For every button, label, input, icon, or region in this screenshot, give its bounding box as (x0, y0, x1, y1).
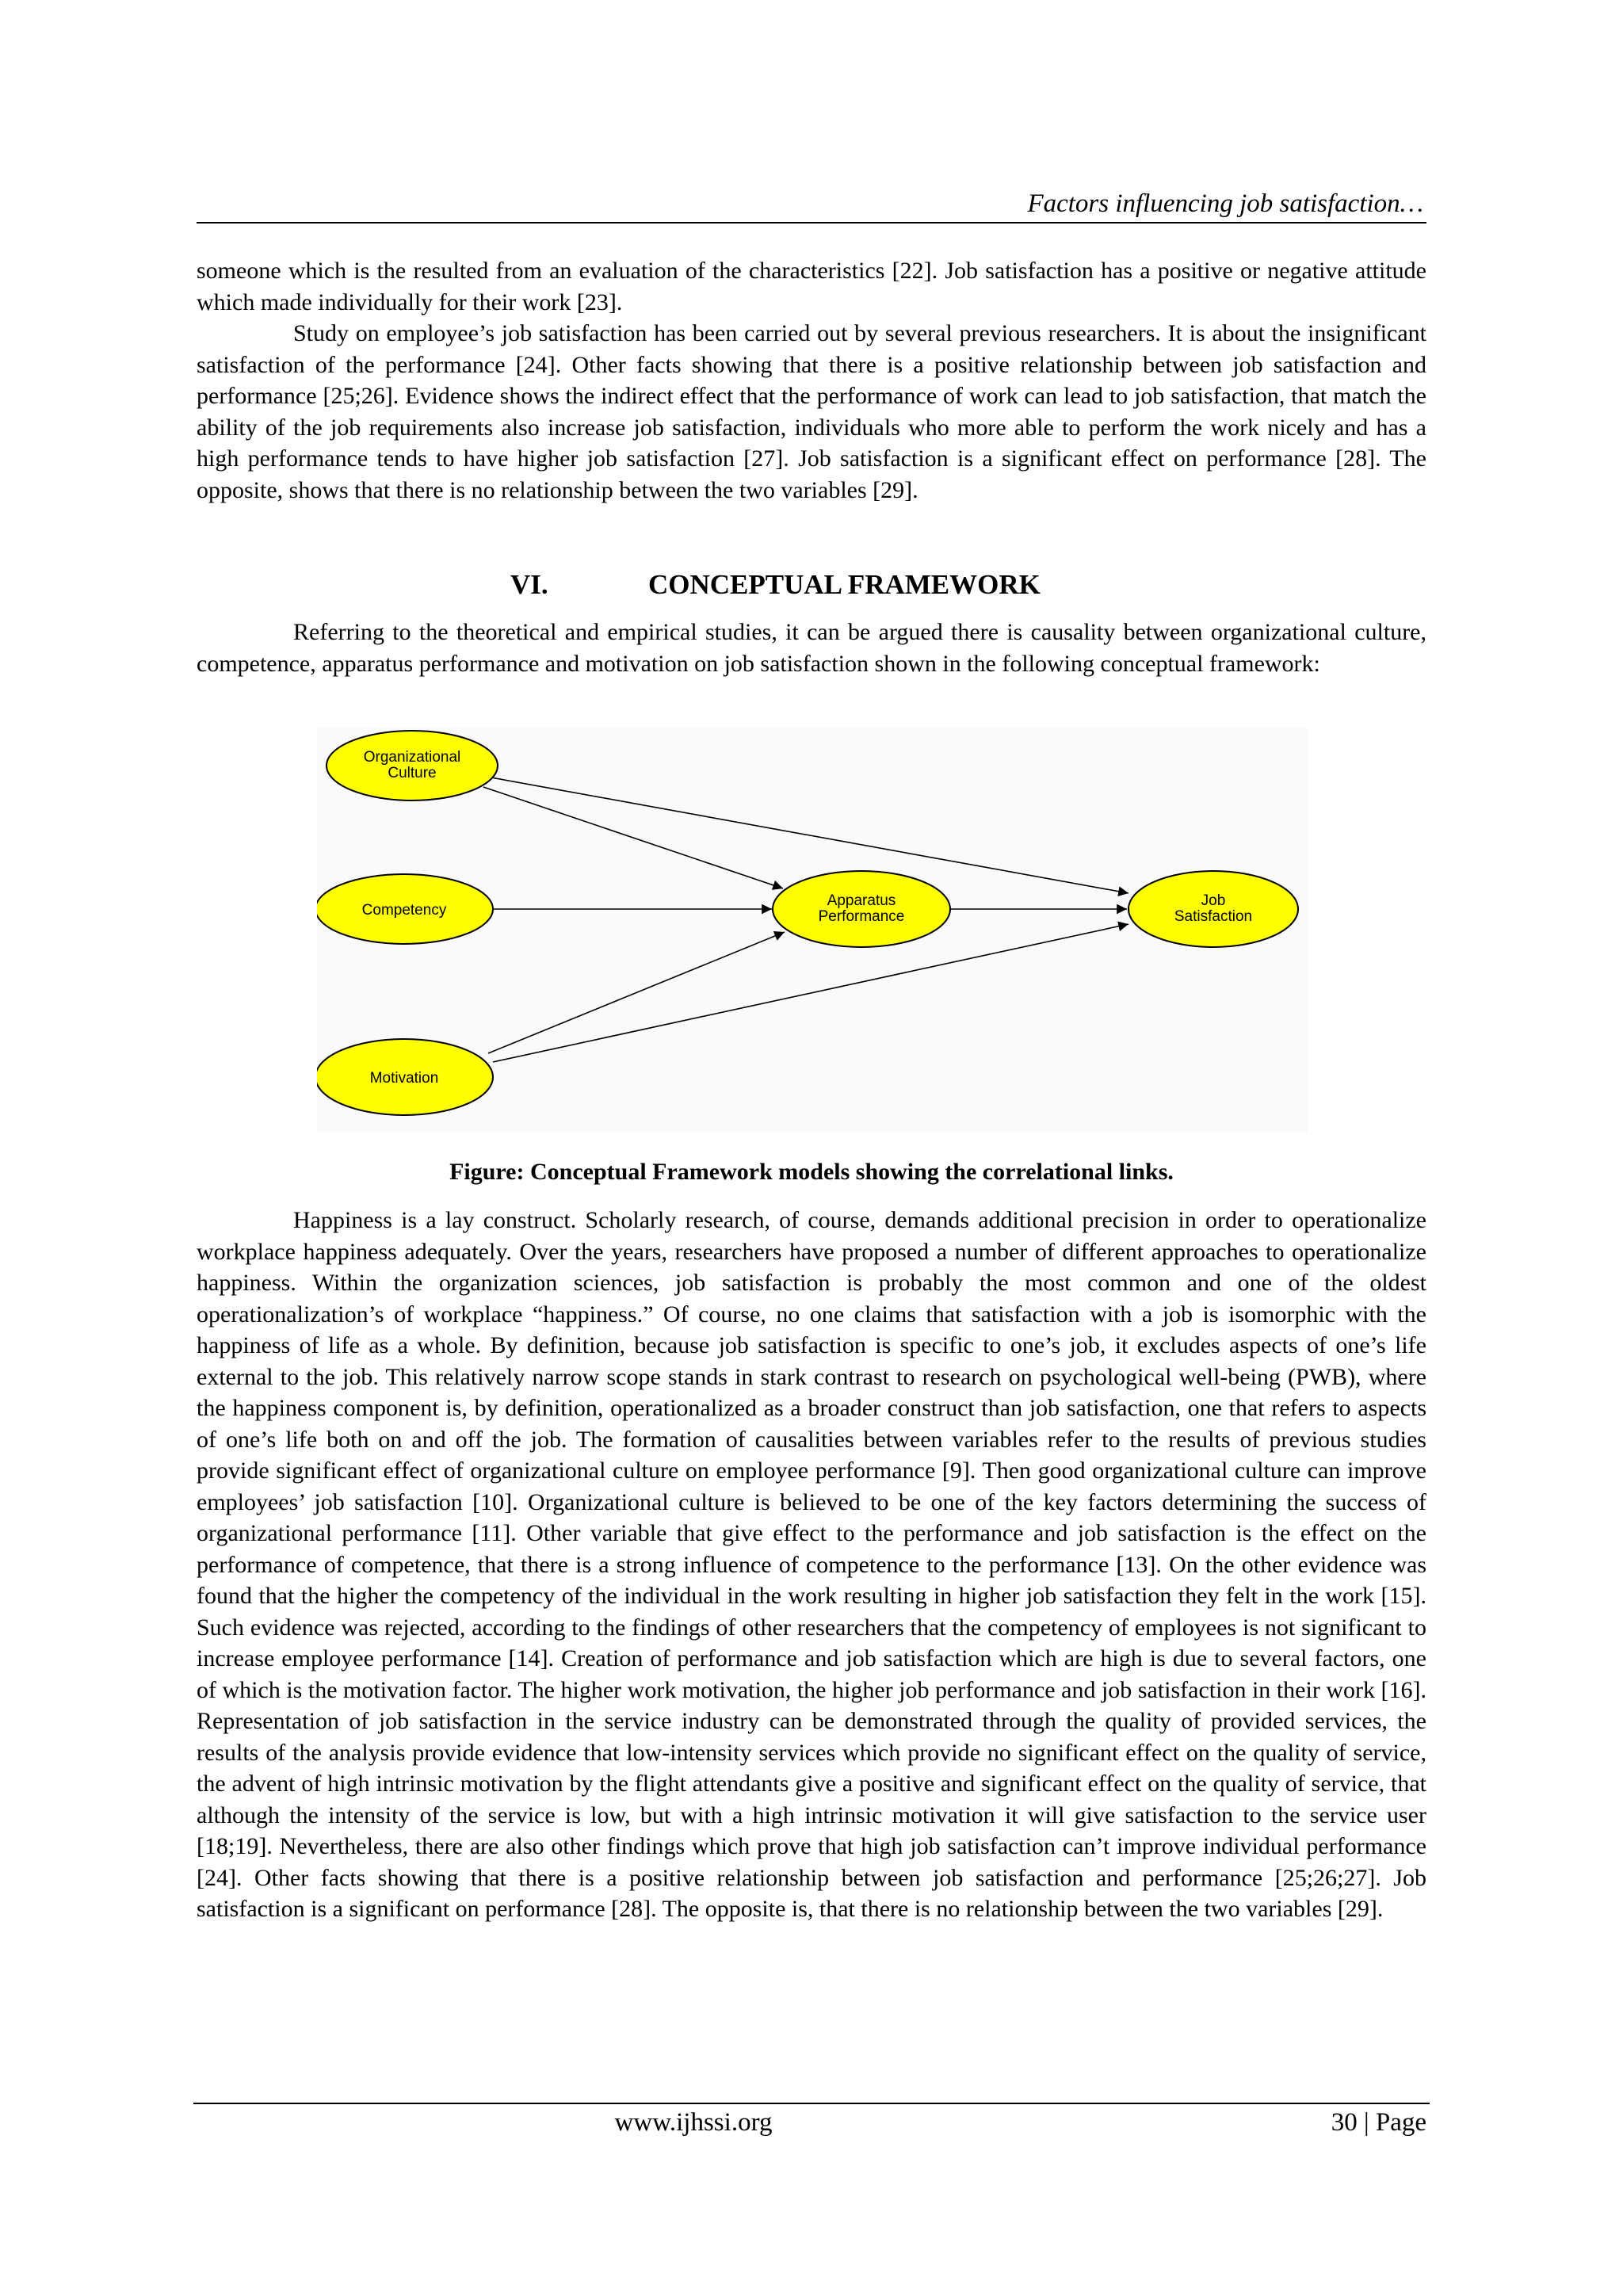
svg-text:Satisfaction: Satisfaction (1174, 908, 1253, 925)
section-number: VI. (510, 569, 548, 600)
svg-text:Performance: Performance (818, 908, 905, 925)
footer-page-number: 30 | Page (1331, 2108, 1426, 2137)
paragraph-1: someone which is the resulted from an evaluation of the characteristics [22]. Job satisfaction has a positive or negative attitude which made individually for their work [23]. (197, 258, 1426, 315)
body-text-top (197, 255, 1426, 506)
svg-text:Apparatus: Apparatus (827, 892, 896, 909)
footer-rule (193, 2103, 1430, 2104)
section-title: CONCEPTUAL FRAMEWORK (648, 569, 1041, 600)
svg-text:Culture: Culture (388, 765, 437, 781)
paragraph-3: Referring to the theoretical and empirical studies, it can be argued there is causality between organizational culture, competence, apparatus performance and motivation on job satisfaction shown in the following conceptual framework: (197, 619, 1426, 677)
node-motivation (317, 1039, 493, 1115)
svg-text:Motivation: Motivation (369, 1070, 439, 1087)
node-competency (317, 874, 493, 944)
svg-text:Competency: Competency (361, 902, 447, 919)
node-job-satisfaction (1128, 871, 1298, 947)
body-text-bottom (197, 1205, 1426, 1925)
node-organizational-culture (327, 731, 498, 800)
conceptual-framework-diagram (317, 728, 1308, 1132)
header-title: Factors influencing job satisfaction… (1027, 189, 1423, 218)
figure-caption: Figure: Conceptual Framework models showing the correlational links. (449, 1159, 1174, 1185)
footer-website: www.ijhssi.org (614, 2108, 773, 2137)
node-apparatus-performance (773, 871, 950, 947)
paragraph-2: Study on employee’s job satisfaction has been carried out by several previous researchers. It is about the insignificant satisfaction of the performance [24]. Other facts showing that there is a positive relationship between job satisfaction and performance [25;26]. Evidence shows the indirect effect that the performance of work can lead to job satisfaction, that match the ability of the job requirements also increase job satisfaction, individuals who more able to perform the work nicely and has a high performance tends to have higher job satisfaction [27]. Job satisfaction is a significant effect on performance [28]. The opposite, shows that there is no relationship between the two variables [29]. (197, 320, 1426, 503)
body-text-intro (197, 617, 1426, 679)
svg-text:Job: Job (1201, 892, 1226, 909)
running-header (197, 185, 1426, 223)
svg-text:Organizational: Organizational (363, 749, 461, 766)
paragraph-4: Happiness is a lay construct. Scholarly research, of course, demands additional precision in order to operationalize workplace happiness adequately. Over the years, researchers have proposed a number of different approaches to operationalize happiness. Within the organization sciences, job satisfaction is probably the most common and one of the oldest operationalization’s of workplace “happiness.” Of course, no one claims that satisfaction with a job is isomorphic with the happiness of life as a whole. By definition, because job satisfaction is specific to one’s job, it excludes aspects of one’s life external to the job. This relatively narrow scope stands in stark contrast to research on psychological well-being (PWB), where the happiness component is, by definition, operationalized as a broader construct than job satisfaction, one that refers to aspects of one’s life both on and off the job. The formation of causalities between variables refer to the results of previous studies provide significant effect of organizational culture on employee performance [9]. Then good organizational culture can improve employees’ job satisfaction [10]. Organizational culture is believed to be one of the key factors determining the success of organizational performance [11]. Other variable that give effect to the performance and job satisfaction is the effect on the performance of competence, that there is a strong influence of competence to the performance [13]. On the other evidence was found that the higher the competency of the individual in the work resulting in higher job satisfaction they felt in the work [15]. Such evidence was rejected, according to the findings of other researchers that the competency of employees is not significant to increase employee performance [14]. Creation of performance and job satisfaction which are high is due to several factors, one of which is the motivation factor. The higher work motivation, the higher job performance and job satisfaction in their work [16]. Representation of job satisfaction in the service industry can be demonstrated through the quality of provided services, the results of the analysis provide evidence that low-intensity services which provide no significant effect on the quality of service, the advent of high intrinsic motivation by the flight attendants give a positive and significant effect on the quality of service, that although the intensity of the service is low, but with a high intrinsic motivation it will give satisfaction to the service user [18;19]. Nevertheless, there are also other findings which prove that high job satisfaction can’t improve individual performance [24]. Other facts showing that there is a positive relationship between job satisfaction and performance [25;26;27]. Job satisfaction is a significant on performance [28]. The opposite is, that there is no relationship between the two variables [29]. (197, 1207, 1426, 1922)
